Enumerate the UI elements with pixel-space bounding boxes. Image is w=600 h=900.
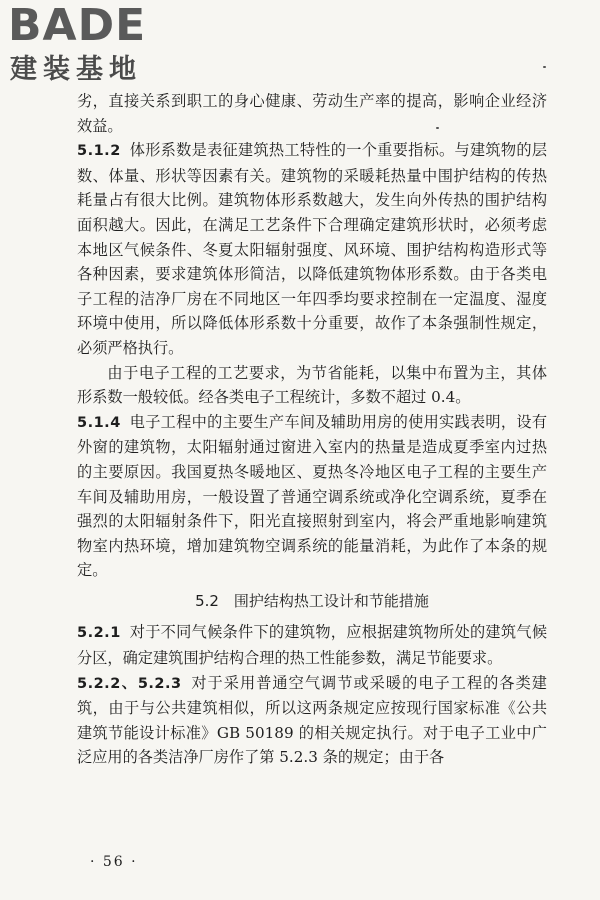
section-number: 5.2 [195,591,219,610]
section-title-text: 围护结构热工设计和节能措施 [233,591,429,610]
clause-5-2-2-5-2-3 [77,671,547,770]
clause-text: 电子工程中的主要生产车间及辅助用房的使用实践表明，设有外窗的建筑物，太阳辐射通过窗进入室内的热量是造成夏季室内过热的主要原因。我国夏热冬暖地区、夏热冬冷地区电子工程的主要生产车间及辅助用房，一般设置了普通空调系统或净化空调系统，夏季在强烈的太阳辐射条件下，阳光直接照射到室内，将会严重地影响建筑物室内热环境，增加建筑物空调系统的能量消耗，为此作了本条的规定。 [77,412,547,580]
clause-5-1-4 [77,410,547,583]
clause-5-2-1 [77,620,547,670]
clause-text: 对于采用普通空气调节或采暖的电子工程的各类建筑，由于与公共建筑相似，所以这两条规定应按现行国家标准《公共建筑节能设计标准》GB 50189 的相关规定执行。对于电子工业中广泛应用的各类洁净厂房作了第 5.2.3 条的规定；由于各 [77,673,547,767]
clause-number: 5.2.2、5.2.3 [77,675,182,692]
paragraph-indented: 由于电子工程的工艺要求，为节省能耗，以集中布置为主，其体形系数一般较低。经各类电子工程统计，多数不超过 0.4。 [77,363,547,407]
clause-number: 5.1.2 [77,143,121,160]
scan-speck [543,66,546,68]
clause-text: 对于不同气候条件下的建筑物，应根据建筑物所处的建筑气候分区，确定建筑围护结构合理的热工性能参数，满足节能要求。 [77,623,547,668]
clause-5-1-2 [77,138,547,360]
clause-text: 体形系数是表征建筑热工特性的一个重要指标。与建筑物的层数、体量、形状等因素有关。建筑物的采暖耗热量中围护结构的传热耗量占有很大比例。建筑物体形系数越大，发生向外传热的围护结构面积越大。因此，在满足工艺条件下合理确定建筑形状时，必须考虑本地区气候条件、冬夏太阳辐射强度、风环境、围护结构构造形式等各种因素，要求建筑体形简洁，以降低建筑物体形系数。由于各类电子工程的洁净厂房在不同地区一年四季均要求控制在一定温度、湿度环境中使用，所以降低体形系数十分重要，故作了本条强制性规定，必须严格执行。 [77,141,547,357]
clause-number: 5.2.1 [77,625,121,642]
clause-number: 5.1.4 [77,414,121,431]
paragraph-continuation: 劣，直接关系到职工的身心健康、劳动生产率的提高，影响企业经济效益。 [77,92,547,135]
logo-subtitle: 建装基地 [10,54,142,85]
bade-logo [8,2,183,88]
document-body [77,89,547,770]
logo-wordmark: BADE [8,0,147,51]
page-number: · 56 · [90,854,138,870]
section-heading [77,589,547,614]
